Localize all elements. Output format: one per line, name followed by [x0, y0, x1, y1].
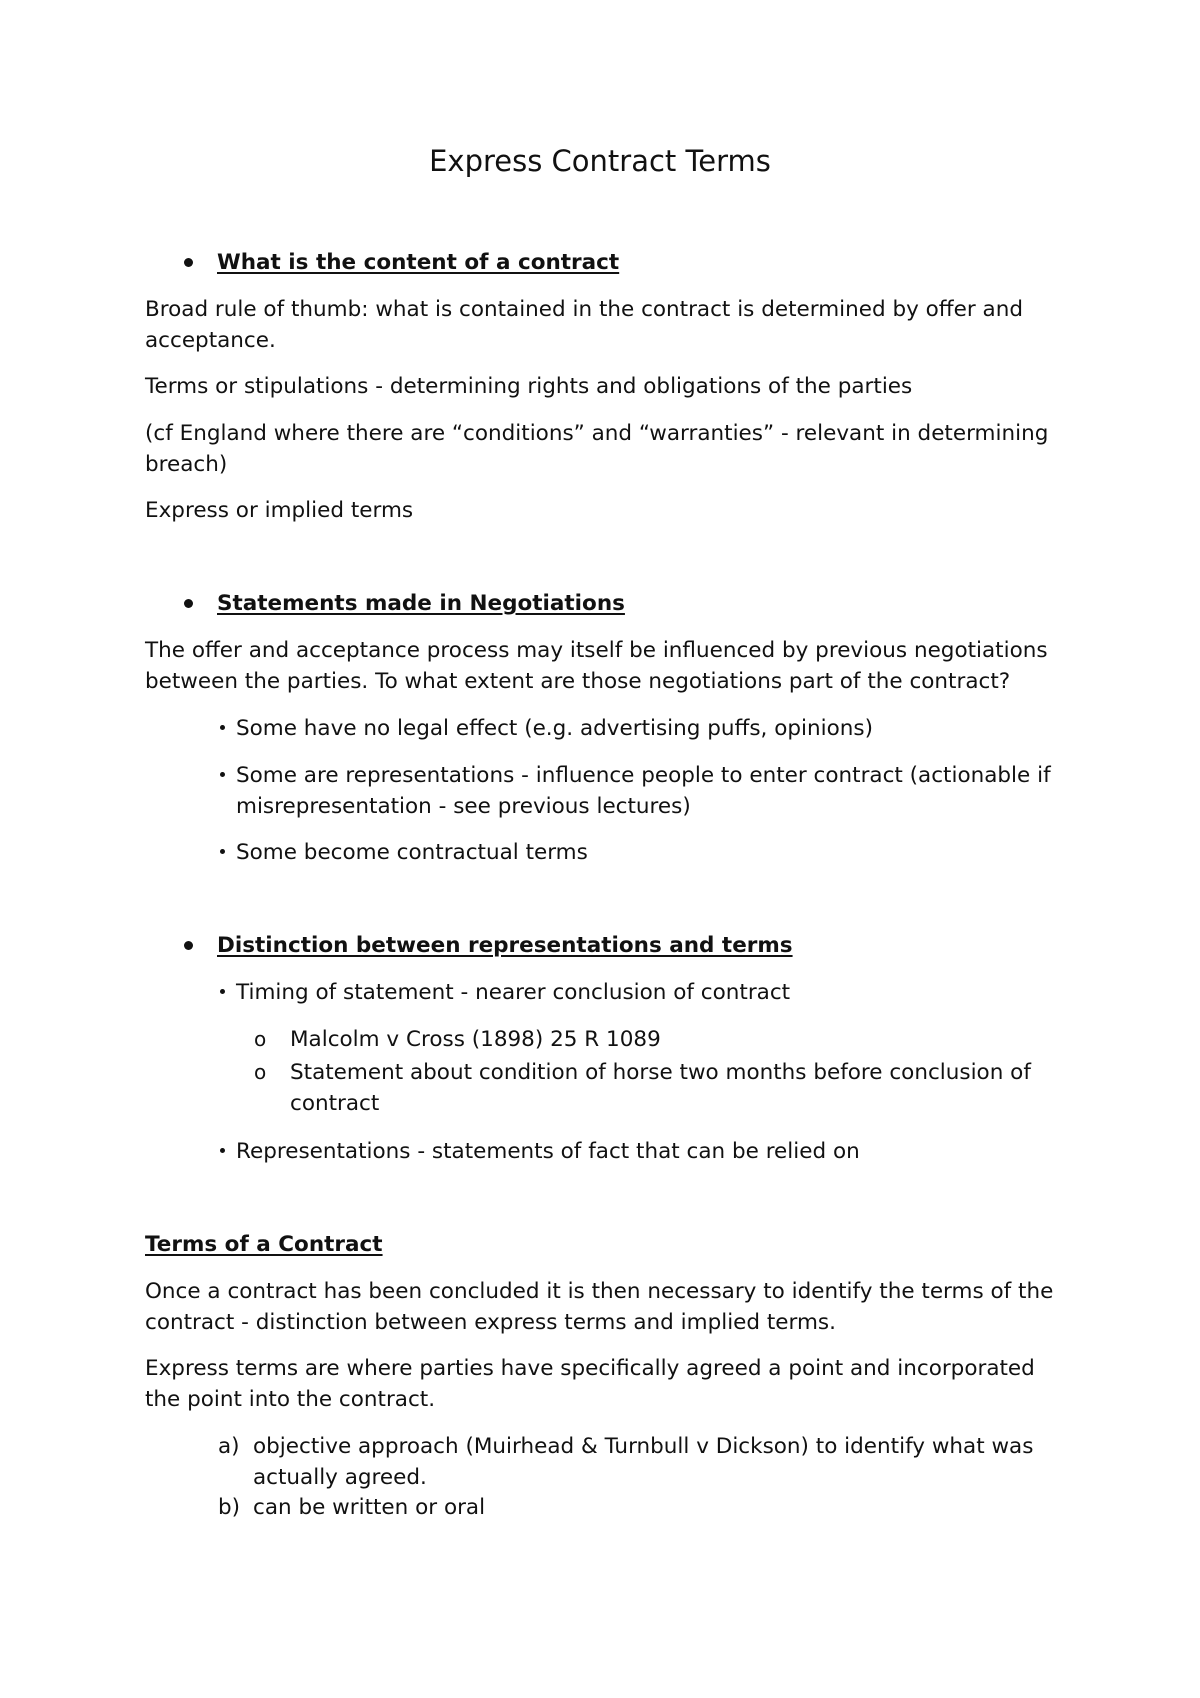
bullet-icon [184, 599, 193, 608]
lettered-list-item-text: objective approach (Muirhead & Turnbull v Dickson) to identify what was actually agreed. [253, 1434, 1034, 1490]
list-item [218, 713, 1068, 744]
list-item-text: Some become contractual terms [236, 840, 588, 865]
section-heading-negotiations: Statements made in Negotiations [217, 591, 625, 616]
list-item-text: Timing of statement - nearer conclusion of contract [236, 980, 791, 1005]
list-item-text: Representations - statements of fact that can be relied on [236, 1139, 860, 1164]
section-heading-terms: Terms of a Contract [145, 1232, 383, 1257]
lettered-list-item [218, 1431, 1068, 1493]
lettered-list-item-text: can be written or oral [253, 1495, 486, 1520]
list-item [218, 760, 1068, 822]
circle-bullet-icon: o [254, 1060, 267, 1084]
small-bullet-icon [218, 977, 236, 1008]
small-bullet-icon [218, 837, 236, 868]
paragraph: The offer and acceptance process may itself be influenced by previous negotiations between the parties. To what extent are those negotiations part of the contract? [145, 638, 1048, 694]
paragraph: Terms or stipulations - determining rights and obligations of the parties [145, 374, 913, 399]
paragraph: (cf England where there are “conditions” and “warranties” - relevant in determining breach) [145, 421, 1049, 477]
list-item-text: Some are representations - influence people to enter contract (actionable if misrepresentation - see previous lectures) [236, 763, 1051, 819]
list-marker: a) [218, 1434, 240, 1459]
sub-list-item [254, 1024, 1054, 1055]
circle-bullet-icon: o [254, 1027, 267, 1051]
sub-list-item-text: Malcolm v Cross (1898) 25 R 1089 [290, 1027, 661, 1052]
paragraph: Express terms are where parties have specifically agreed a point and incorporated the point into the contract. [145, 1356, 1035, 1412]
small-bullet-icon [218, 713, 236, 744]
section-heading-content: What is the content of a contract [217, 250, 620, 275]
document-title: Express Contract Terms [429, 144, 771, 178]
paragraph: Broad rule of thumb: what is contained in the contract is determined by offer and acceptance. [145, 297, 1023, 353]
list-item-text: Some have no legal effect (e.g. advertising puffs, opinions) [236, 716, 873, 741]
list-item [218, 977, 1068, 1008]
paragraph: Express or implied terms [145, 498, 414, 523]
section-heading-distinction: Distinction between representations and terms [217, 933, 793, 958]
sub-list-item-text: Statement about condition of horse two months before conclusion of contract [290, 1060, 1031, 1116]
paragraph: Once a contract has been concluded it is then necessary to identify the terms of the contract - distinction between express terms and implied terms. [145, 1279, 1054, 1335]
small-bullet-icon [218, 760, 236, 822]
list-item [218, 837, 1068, 868]
sub-list-item [254, 1057, 1054, 1119]
small-bullet-icon [218, 1136, 236, 1167]
list-marker: b) [218, 1495, 241, 1520]
lettered-list-item [218, 1492, 1068, 1523]
list-item [218, 1136, 1068, 1167]
bullet-icon [184, 941, 193, 950]
bullet-icon [184, 258, 193, 267]
